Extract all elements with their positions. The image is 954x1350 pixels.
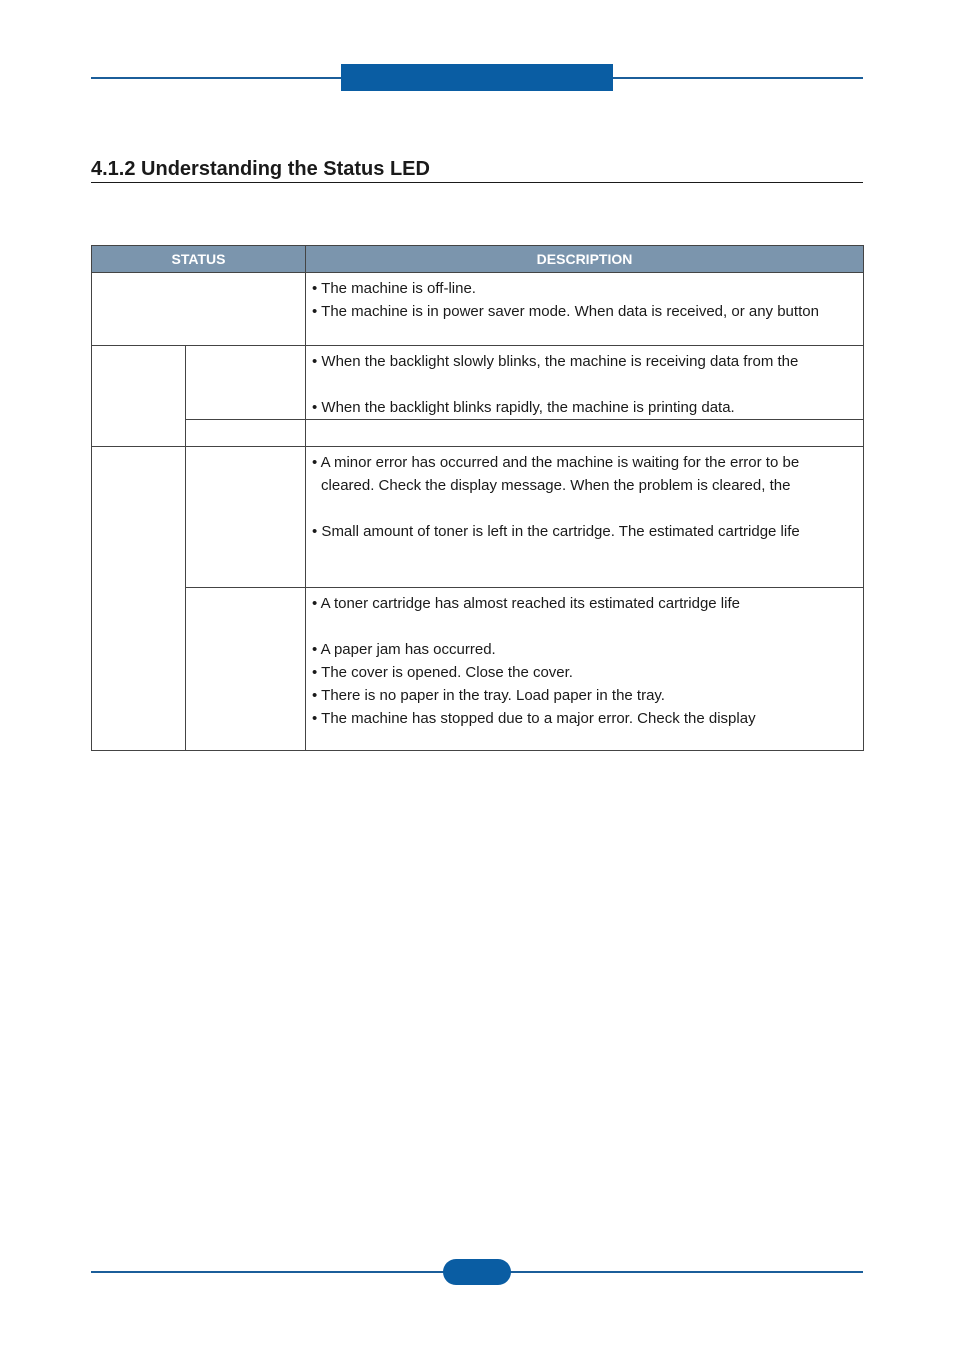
description-line: • Small amount of toner is left in the cartridge. The estimated cartridge life <box>312 523 800 540</box>
description-cell <box>306 346 864 420</box>
description-cell <box>306 273 864 346</box>
table-row <box>92 447 864 588</box>
description-line <box>312 497 857 520</box>
description-line: • A minor error has occurred and the machine is waiting for the error to be <box>312 454 800 471</box>
description-line: • When the backlight slowly blinks, the machine is receiving data from the <box>312 353 799 370</box>
description-line: • The machine is off-line. <box>312 280 476 297</box>
description-line <box>312 373 857 396</box>
description-line: • A toner cartridge has almost reached its estimated cartridge life <box>312 595 740 612</box>
status-sub-cell <box>186 346 306 420</box>
description-line: • The machine is in power saver mode. When data is received, or any button <box>312 303 819 320</box>
status-cell <box>92 346 186 447</box>
table-row <box>92 346 864 420</box>
table-row <box>92 420 864 447</box>
status-sub-cell <box>186 447 306 588</box>
description-line: • The machine has stopped due to a major error. Check the display <box>312 710 756 727</box>
status-led-table <box>91 245 864 751</box>
status-cell <box>92 273 306 346</box>
description-line <box>312 615 857 638</box>
description-line: • The cover is opened. Close the cover. <box>312 664 573 681</box>
description-line: • When the backlight blinks rapidly, the machine is printing data. <box>312 399 735 416</box>
header-tab <box>341 64 613 91</box>
description-line: • There is no paper in the tray. Load paper in the tray. <box>312 687 665 704</box>
status-sub-cell <box>186 420 306 447</box>
page-number-badge <box>443 1259 511 1285</box>
description-line: cleared. Check the display message. When the problem is cleared, the <box>321 477 791 494</box>
status-cell <box>92 447 186 751</box>
table-header-row <box>92 246 864 273</box>
status-header: STATUS <box>92 246 306 273</box>
description-cell <box>306 420 864 447</box>
section-title: 4.1.2 Understanding the Status LED <box>91 157 863 183</box>
table-row <box>92 273 864 346</box>
description-header: DESCRIPTION <box>306 246 864 273</box>
description-cell <box>306 447 864 588</box>
status-sub-cell <box>186 588 306 751</box>
description-cell <box>306 588 864 751</box>
description-line: • A paper jam has occurred. <box>312 641 496 658</box>
table-row <box>92 588 864 751</box>
